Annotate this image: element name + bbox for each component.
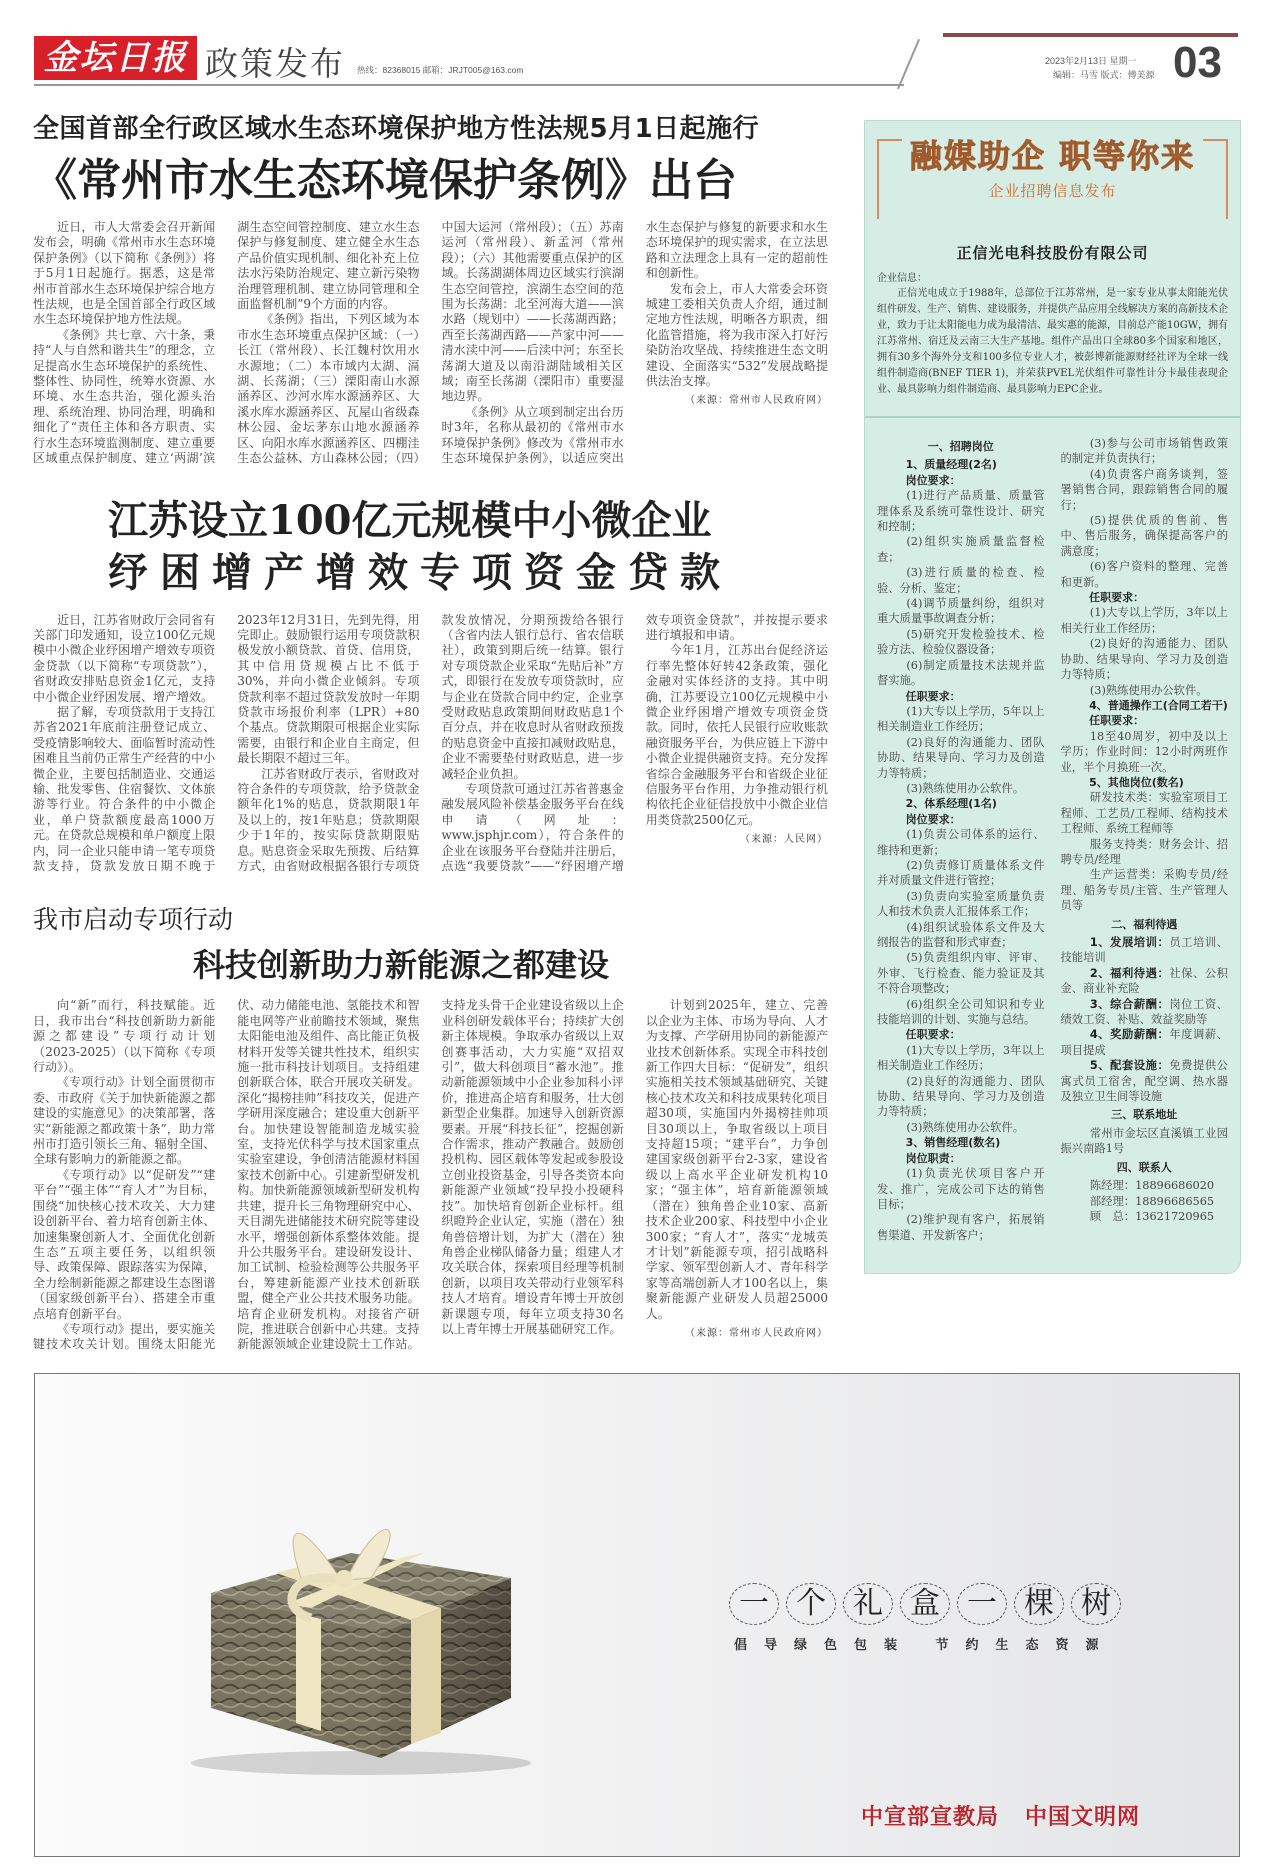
subheading: 岗位要求：: [905, 473, 961, 487]
article2-body: [33, 613, 828, 875]
list-item: (2)维护现有客户，拓展销售渠道、开发新客户；: [877, 1213, 1045, 1242]
list-item: (1)负责光伏项目客户开发、推广，完成公司下达的销售目标；: [877, 1167, 1045, 1211]
sidebar-divider: [865, 416, 1240, 418]
section-heading: 四、联系人: [1116, 1160, 1172, 1174]
paragraph: 专项贷款可通过江苏省普惠金融发展风险补偿基金服务平台在线申请（网址：www.jsphjr.com），符合条件的企业在该服务平台登陆并注册后，点选“我要贷款”——“纾困增产增效专项资金贷款”，并按提示要求进行填报和申请。: [441, 612, 828, 873]
paragraph: 向“新”而行，科技赋能。近日，我市出台“科技创新助力新能源之都建设”专项行动计划（2023-2025）（以下简称《专项行动》）。: [33, 998, 216, 1075]
list-item: (1)大专以上学历，3年以上相关行业工作经历；: [1060, 606, 1228, 635]
page-number: 03: [1173, 38, 1222, 87]
list-item: (1)进行产品质量、质量管理体系及系统可靠性设计、研究和控制；: [877, 489, 1045, 534]
issue-date: 2023年2月13日 星期一: [1045, 56, 1137, 66]
subheading: 5、其他岗位(数名): [1089, 775, 1184, 789]
benefit-text: 社保、公积金、商业补充险: [1060, 966, 1228, 996]
list-item: 生产运营类：采购专员/经理、船务专员/主管、生产管理人员等: [1060, 868, 1228, 913]
subheading: 岗位要求：: [905, 812, 961, 826]
article2-headline: [33, 495, 828, 599]
subheading: 2、体系经理(1名): [905, 797, 997, 811]
list-item: (4)组织试验体系文件及大纲报告的监督和形式审查；: [877, 920, 1045, 949]
main-column: [33, 112, 828, 1353]
contact-info: 热线：82368015 邮箱：JRJT005@163.com: [357, 65, 524, 75]
banner-title: 融媒助企 职等你来: [902, 137, 1203, 175]
list-item: (4)调节质量纠纷，组织对重大质量事故调查分析；: [877, 597, 1045, 626]
paragraph: 据了解，专项贷款用于支持江苏省2021年底前注册登记成立、受疫情影响较大、面临暂时流动性困难且当前仍正常生产经营的中小微企业，主要包括制造业、交通运输、批发零售、住宿餐饮、文体旅游等行业。符合条件的中小微企业，单户贷款额度最高1000万元。在贷款总规模和单户额度上限内，同一企业只能申请一笔专项贷款支持，贷款发放日期不晚于2023年12月31日，先到先得，用完即止。鼓励银行运用专项贷款积极发放小额贷款、首贷、信用贷，其中信用贷规模占比不低于30%，并向小微企业倾斜。专项贷款利率不超过贷款发放时一年期贷款市场报价利率（LPR）+80个基点。贷款期限可根据企业实际需要，由银行和企业自主商定，但最长期限不超过三年。: [33, 612, 420, 873]
banner-frame: [877, 139, 1228, 219]
article1-kicker: 全国首部全行政区域水生态环境保护地方性法规5月1日起施行: [33, 114, 760, 144]
list-item: (3)进行质量的检查、检验、分析、鉴定；: [877, 566, 1045, 595]
paragraph: 《专项行动》提出，要实施关键技术攻关计划。围绕太阳能光伏、动力储能电池、氢能技术和智能电网等产业前瞻技术领域，聚焦太阳能电池及组件、高比能正负极材料开发等关键共性技术，组织实施一批市科技计划项目。支持组建创新联合体，联合开展攻关研发。深化“揭榜挂帅”科技攻关，促进产学研用深度融合；建设重大创新平台。加快建设智能制造龙城实验室，支持光伏科学与技术国家重点实验室建设，争创清洁能源材料国家技术创新中心。引建新型研发机构。加快新能源领域新型研发机构共建，提升长三角物理研究中心、天目湖先进储能技术研究院等建设水平，增强创新体系整体效能。提升公共服务平台。建设研发设计、加工试制、检验检测等公共服务平台，筹建新能源产业技术创新联盟，健全产业公共技术服务功能。培育企业研发机构。对接省产研院，推进联合创新中心共建。支持新能源领域企业建设院士工作站。支持龙头骨干企业建设省级以上企业科创研发载体平台；持续扩大创新主体规模。争取承办省级以上双创赛事活动，大力实施“双招双引”，做大科创项目“蓄水池”。推动新能源领域中小企业参加科小评价，推进高企培育和服务，壮大创新型企业集群。加速导入创新资源要素。开展“科技长征”，挖掘创新合作需求，推动产教融合。鼓励创投机构、园区载体等发起或参股设立创业投资基金，引导各类资本向新能源产业领域“投早投小投硬科技”。加快培育创新企业标杆。组织瞪羚企业认定，实施（潜在）独角兽倍增计划，为扩大（潜在）独角兽企业梯队储备力量；组建人才攻关联合体，探索项目经理等机制创新，以项目攻关带动行业领军科技人才培育。增设青年博士开放创新课题专项，每年立项支持30名以上青年博士开展基础研究工作。: [33, 998, 624, 1352]
article1-headline: 《常州市水生态环境保护条例》出台: [33, 155, 737, 206]
list-item: (1)大专以上学历，3年以上相关制造业工作经历；: [877, 1043, 1045, 1073]
list-item: 18至40周岁，初中及以上学历；作业时间：12小时两班作业，半个月换班一次。: [1060, 729, 1228, 774]
slogan-char: 棵: [1014, 1583, 1064, 1625]
benefit-label: 5、配套设施：: [1089, 1059, 1170, 1073]
benefit-text: 年度调薪、项目提成: [1060, 1028, 1228, 1057]
paragraph: 近日，市人大常委会召开新闻发布会，明确《常州市水生态环境保护条例》（以下简称《条例》）将于5月1日起施行。据悉，这是常州市首部水生态环境保护综合地方性法规，也是全国首部全行政区域水生态环境保护地方性法规。: [33, 220, 216, 327]
newspaper-logo: 金坛日报: [34, 36, 197, 80]
subheading: 任职要求：: [905, 1028, 961, 1042]
article1-body: [33, 220, 828, 467]
sponsor-2: 中国文明网: [1025, 1804, 1141, 1830]
list-item: (2)良好的沟通能力、团队协助、结果导向、学习力及创造力等特质；: [1060, 637, 1228, 682]
list-item: (3)参与公司市场销售政策的制定并负责执行；: [1060, 437, 1228, 466]
list-item: (6)组织全公司知识和专业技能培训的计划、实施与总结。: [877, 997, 1045, 1027]
section-heading: 三、联系地址: [1111, 1108, 1178, 1122]
slogan-char: 个: [786, 1583, 836, 1625]
benefit-text: 免费提供公寓式员工宿舍，配空调、热水器及独立卫生间等设施: [1060, 1059, 1228, 1104]
article-source: （来源：人民网）: [740, 834, 828, 846]
list-item: (6)客户资料的整理、完善和更新。: [1060, 560, 1228, 589]
list-item: (2)负责修订质量体系文件并对质量文件进行管控；: [877, 858, 1045, 888]
list-item: 陈经理：18896686020: [1089, 1179, 1215, 1193]
slogan-char: 树: [1071, 1583, 1121, 1625]
section-heading: 一、招聘岗位: [927, 440, 994, 453]
header-divider-slant: [897, 39, 920, 89]
ad-subtitle: 倡导绿色包装 节约生态资源: [734, 1638, 1116, 1653]
article3-headline: 科技创新助力新能源之都建设: [193, 946, 610, 985]
list-item: (5)提供优质的售前、售中、售后服务，确保提高客户的满意度；: [1060, 514, 1228, 558]
paragraph: 江苏省财政厅表示，省财政对符合条件的专项贷款，给予贷款金额年化1%的贴息，贷款期限1年及以上的，按1年贴息；贷款期限少于1年的，按实际贷款期限贴息。贴息资金采取先预拨、后结算方式，由省财政根据各银行专项贷款发放情况，分期预拨给各银行（含省内法人银行总行、省农信联社），政策到期后统一结算。银行对专项贷款企业采取“先贴后补”方式，即银行在发放专项贷款时，应与企业在贷款合同中约定，企业享受财政贴息政策期间财政贴息1个百分点，并在收息时从省财政预拨的贴息资金中直接扣减财政贴息，企业不需要垫付财政贴息，进一步减轻企业负担。: [237, 612, 624, 873]
paragraph: 《专项行动》计划全面贯彻市委、市政府《关于加快新能源之都建设的实施意见》的决策部署，落实“新能源之都政策十条”，助力常州市打造引领长三角、辐射全国、全球有影响力的新能源之都。: [33, 1075, 216, 1167]
paragraph: 《条例》指出，下列区域为本市水生态环境重点保护区域：（一）长江（常州段）、长江魏村饮用水水源地；（二）本市域内太湖、滆湖、长荡湖；（三）溧阳南山水源涵养区、沙河水库水源涵养区、大溪水库水源涵养区、瓦屋山省级森林公园、金坛茅东山地水源涵养区、向阳水库水源涵养区、四棚洼生态公益林、方山森林公园；（四）中国大运河（常州段）；（五）苏南运河（常州段）、新孟河（常州段）；（六）其他需要重点保护的区域。长荡湖湖体周边区域实行滨湖生态空间管控，滨湖生态空间的范围为长荡湖：北至河海大道——滨水路（规划中）——长荡湖西路；西至长荡湖西路——芦家中河——清水渎中河——后渎中河；东至长荡湖大道及以南沿湖陆域相关区域；南至长荡湖（溧阳市）重要湿地边界。: [237, 220, 624, 466]
section-heading: 二、福利待遇: [1111, 917, 1178, 931]
paragraph: 《条例》共七章、六十条，秉持“人与自然和谐共生”的理念，立足提高水生态环境保护的系统性、整体性、协同性，统筹水资源、水环境、水生态共治，强化源头治理、系统治理、协同治理，明确和细化了“责任主体和各方职责、实行水生态环境监测制度、建立重要区域重点保护制度、建立‘两湖’滨湖生态空间管控制度、建立水生态保护与修复制度、建立健全水生态产品价值实现机制、细化补充上位法水污染防治规定、建立新污染物治理管理机制、建立协同管理和全面监督机制”9个方面的内容。: [33, 220, 420, 466]
list-item: [1061, 966, 1229, 997]
paragraph: 今年1月，江苏出台促经济运行率先整体好转42条政策，强化金融对实体经济的支持。其中明确，江苏要设立100亿元规模中小微企业纾困增产增效专项资金贷款。同时，依托人民银行应收账款融资服务平台，为供应链上下游中小微企业提供融资支持。充分发挥省综合金融服务平台和省级企业征信服务平台作用，力争推动银行机构依托企业征信投放中小微企业信用类贷款2500亿元。: [645, 643, 828, 827]
list-item: [1061, 935, 1229, 966]
subheading: 3、销售经理(数名): [905, 1136, 1001, 1150]
article-source: （来源：常州市人民政府网）: [685, 395, 828, 407]
company-info: 正信光电成立于1988年，总部位于江苏常州，是一家专业从事太阳能光伏组件研发、生产、销售、建设服务，并提供产品应用全线解决方案的高新技术企业，致力于让太阳能电力成为最清洁、最实惠的能源，目前总产能10GW，拥有江苏常州、宿迁及云南三大生产基地。组件产品出口全球80多个国家和地区，拥有30多个海外分支和100多位专业人才，被彭博新能源财经社评为全球一线组件制造商(BNEF TIER 1)，并荣获PVEL光伏组件可靠性计分卡最佳表现企业、最具影响力组件制造商、最具影响力EPC企业。: [877, 288, 1228, 395]
subheading: 任职要求：: [905, 689, 961, 703]
slogan-char: 一: [729, 1583, 779, 1625]
company-info-label: 企业信息：: [877, 273, 927, 284]
public-service-ad: [34, 1373, 1240, 1857]
paragraph: 《专项行动》以“促研发”“建平台”“强主体”“育人才”为目标，围绕“加快核心技术攻关、大力建设创新平台、着力培育创新主体、加速集聚创新人才、全面优化创新生态”五项主要任务，以组织领导、政策保障、跟踪落实为保障，全力绘制新能源之都建设生态图谱（国家级创新平台）、搭建全市重点培育创新平台。: [33, 1167, 216, 1321]
article3-body: [33, 998, 828, 1352]
paragraph: 计划到2025年，建立、完善以企业为主体、市场为导向、人才为支撑、产学研用协同的新能源产业技术创新体系。实现全市科技创新工作四大目标：“促研发”，组织实施相关技术领域基础研究、关键核心技术攻关和科技成果转化项目超30项，实施国内外揭榜挂帅项目30项以上，争取省级以上项目支持超15项；“建平台”，力争创建国家级创新平台2-3家，建设省级以上高水平企业研发机构10家；“强主体”，培育新能源领域（潜在）独角兽企业10家、高新技术企业200家、科技型中小企业300家；“育人才”，落实“龙城英才计划”新能源专项，招引战略科学家、领军型创新人才、青年科学家等高端创新人才100名以上，集聚新能源产业研发人员超25000人。: [645, 998, 828, 1321]
list-item: [1061, 1058, 1229, 1104]
list-item: (4)负责客户商务谈判，签署销售合同，跟踪销售合同的履行；: [1060, 467, 1228, 512]
list-item: 部经理：18896686565: [1089, 1194, 1215, 1208]
subheading: 1、质量经理(2名): [905, 458, 997, 472]
list-item: (1)负责公司体系的运行、维持和更新；: [877, 828, 1045, 857]
subheading: 岗位职责：: [905, 1151, 961, 1165]
company-name: 正信光电科技股份有限公司: [956, 244, 1149, 262]
paragraph: 《条例》从立项到制定出台历时3年，名称从最初的《常州市水环境保护条例》修改为《常州市水生态环境保护条例》，以适应突出水生态保护与修复的新要求和水生态环境保护的现实需求，在立法思路和立法理念上具有一定的超前性和创新性。: [441, 220, 828, 466]
section-title: 政策发布: [205, 44, 345, 83]
article2-headline-line1: 江苏设立100亿元规模中小微企业: [108, 496, 712, 544]
article2-headline-line2: 纾困增产增效专项资金贷款: [108, 548, 732, 596]
list-item: [1061, 1027, 1229, 1058]
benefit-label: 1、发展培训：: [1089, 936, 1170, 949]
editor-credits: 编辑：马雪 版式：傅美源: [1053, 70, 1155, 80]
banner-subtitle: 企业招聘信息发布: [988, 182, 1117, 200]
header-top-rule: [943, 33, 1238, 37]
list-item: (3)熟练使用办公软件。: [1089, 683, 1208, 697]
subheading: 任职要求：: [1089, 714, 1145, 728]
ad-sponsors: [861, 1800, 1140, 1831]
article-source: （来源：常州市人民政府网）: [685, 1327, 828, 1339]
list-item: (5)负责组织内审、评审、外审、飞行检查、能力验证及其不符合项整改；: [877, 951, 1045, 996]
paragraph: 近日，江苏省财政厅会同省有关部门印发通知，设立100亿元规模中小微企业纾困增产增效专项资金贷款（以下简称“专项贷款”），省财政安排贴息资金1亿元，支持中小微企业纾困发展、增产增效。: [33, 612, 216, 704]
subheading: 任职要求：: [1089, 591, 1145, 605]
recruitment-sidebar: [864, 120, 1241, 1274]
list-item: 研发技术类：实验室项目工程师、工艺员/工程师、结构技术工程师、系统工程师等: [1060, 791, 1228, 836]
list-item: (2)良好的沟通能力、团队协助、结果导向、学习力及创造力等特质；: [877, 735, 1045, 780]
slogan-char: 礼: [843, 1583, 893, 1625]
list-item: (5)研究开发检验技术、检验方法、检验仪器设备；: [877, 627, 1045, 657]
list-item: 服务支持类：财务会计、招聘专员/经理: [1060, 837, 1228, 866]
list-item: 常州市金坛区直溪镇工业园振兴南路1号: [1060, 1126, 1228, 1156]
benefit-text: 员工培训、技能培训: [1060, 936, 1228, 965]
header-divider: [34, 84, 904, 86]
list-item: 顾 总：13621720965: [1089, 1209, 1215, 1223]
list-item: (3)熟练使用办公软件。: [906, 781, 1025, 795]
list-item: (2)组织实施质量监督检查；: [877, 535, 1045, 564]
article3-kicker: 我市启动专项行动: [33, 905, 234, 935]
list-item: [1061, 997, 1229, 1028]
paragraph: 发布会上，市人大常委会环资城建工委相关负责人介绍，通过制定地方性法规，明晰各方职责，细化监管措施，将为我市深入打好污染防治攻坚战、持续推进生态文明建设、全面落实“532”发展战略提供法治支撑。: [645, 281, 828, 389]
list-item: (6)制定质量技术法规并监督实施。: [877, 658, 1045, 688]
list-item: (3)负责向实验室质量负责人和技术负责人汇报体系工作；: [877, 889, 1045, 919]
benefit-label: 4、奖励薪酬：: [1089, 1028, 1170, 1042]
ad-slogan: [729, 1583, 1121, 1625]
benefit-label: 2、福利待遇：: [1089, 966, 1170, 980]
list-item: (2)良好的沟通能力、团队协助、结果导向、学习力及创造力等特质；: [877, 1074, 1045, 1119]
recruitment-details: [877, 436, 1228, 1243]
list-item: (3)熟练使用办公软件。: [906, 1120, 1025, 1134]
list-item: (1)大专以上学历，5年以上相关制造业工作经历；: [877, 704, 1045, 734]
gift-box-image: [181, 1458, 531, 1778]
benefit-label: 3、综合薪酬：: [1089, 997, 1170, 1011]
subheading: 4、普通操作工(合同工若干): [1089, 698, 1228, 712]
benefit-text: 岗位工资、绩效工资、补贴、效益奖励等: [1060, 997, 1228, 1027]
slogan-char: 盒: [900, 1583, 950, 1625]
sponsor-1: 中宣部宣教局: [861, 1804, 1000, 1830]
slogan-char: 一: [957, 1583, 1007, 1625]
